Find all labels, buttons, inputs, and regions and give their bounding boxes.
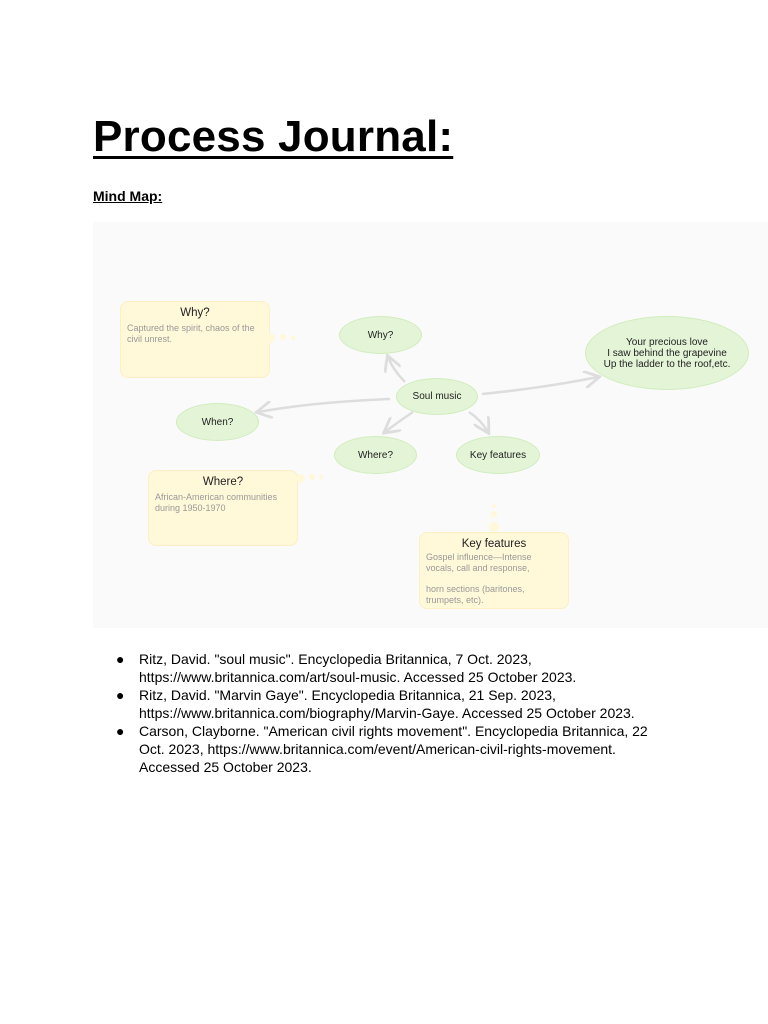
node-where: Where? — [334, 436, 417, 474]
edge-to-when — [258, 399, 390, 412]
section-title-mind-map: Mind Map: — [93, 188, 163, 204]
edge-to-where — [385, 412, 413, 432]
edge-to-why — [388, 357, 405, 382]
callout-where-title: Where? — [202, 476, 244, 488]
edge-to-lyrics — [482, 377, 598, 394]
bullet-icon: ● — [116, 651, 125, 667]
callout-key-features-text-2: horn sections (baritones, trumpets, etc). — [426, 584, 525, 605]
callout-where-text: African-American communities during 1950-1970 — [155, 492, 278, 513]
callout-why-text: Captured the spirit, chaos of the civil unrest. — [127, 323, 255, 344]
callout-where-tail — [296, 474, 305, 483]
callout-key-features-title: Key features — [461, 538, 527, 550]
callout-where-tail — [309, 474, 315, 480]
node-when: When? — [176, 403, 259, 441]
mind-map-image — [93, 222, 768, 628]
reference-text: Ritz, David. "soul music". Encyclopedia Britannica, 7 Oct. 2023, https://www.britannica.com/art/soul-music. Accessed 25 October 2023. — [139, 651, 577, 685]
reference-item — [116, 686, 676, 722]
callout-key-features-tail — [489, 522, 499, 532]
reference-item — [116, 650, 676, 686]
callout-why-tail — [280, 334, 286, 340]
node-lyrics: Your precious love I saw behind the grapevine Up the ladder to the roof,etc. — [585, 316, 749, 390]
callout-why-tail — [291, 336, 295, 340]
callout-why — [120, 301, 270, 378]
references-list — [116, 650, 676, 776]
edge-to-key-features — [469, 412, 488, 432]
node-why: Why? — [339, 316, 422, 354]
callout-key-features-tail — [491, 511, 497, 517]
page-title: Process Journal: — [93, 112, 454, 161]
callout-why-title: Why? — [180, 307, 210, 319]
node-key-features: Key features — [456, 436, 540, 474]
reference-text: Carson, Clayborne. "American civil rights movement". Encyclopedia Britannica, 22 Oct. 2023, https://www.britannica.com/event/American-civil-rights-movement. Accessed 25 October 2023. — [139, 723, 648, 775]
callout-key-features-text: Gospel influence—Intense vocals, call and response, — [426, 552, 532, 573]
bullet-icon: ● — [116, 687, 125, 703]
callout-why-tail — [265, 333, 275, 343]
node-center-soul-music: Soul music — [396, 378, 478, 415]
bullet-icon: ● — [116, 723, 125, 739]
callout-where — [148, 470, 298, 546]
callout-where-tail — [319, 475, 323, 479]
callout-key-features — [419, 532, 569, 609]
callout-key-features-tail — [492, 504, 496, 508]
reference-item — [116, 722, 676, 776]
reference-text: Ritz, David. "Marvin Gaye". Encyclopedia Britannica, 21 Sep. 2023, https://www.britannica.com/biography/Marvin-Gaye. Accessed 25 October 2023. — [139, 687, 635, 721]
